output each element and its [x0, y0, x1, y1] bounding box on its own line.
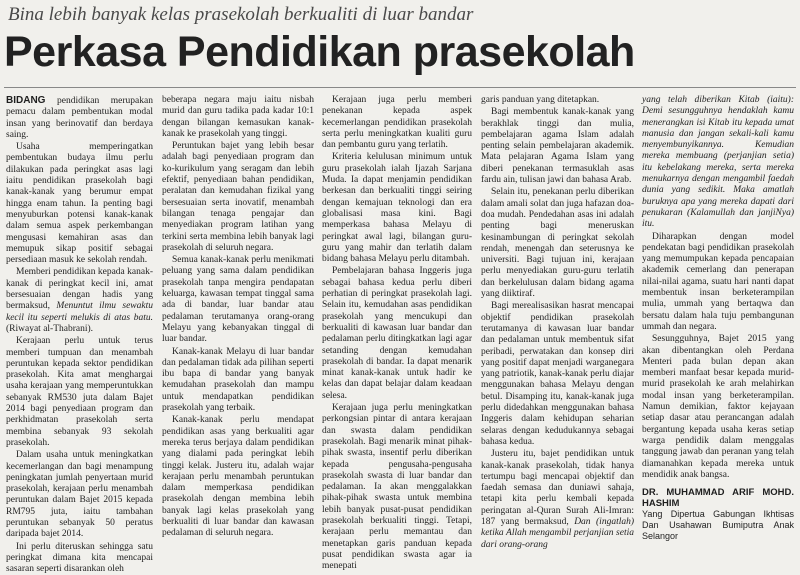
article-headline: Perkasa Pendidikan prasekolah: [4, 28, 635, 76]
hadith-quote: Menuntut ilmu sewaktu kecil itu seperti melukis di atas batu.: [6, 301, 153, 323]
article-column-1: [6, 95, 153, 575]
paragraph: Bagi merealisasikan hasrat mencapai objektif pendidikan prasekolah terutamanya di kawasan luar bandar dan pedalaman untuk membentuk sifat peribadi, perwatakan dan konsep diri yang positif dapat menjadi warganegara yang patriotik, kanak-kanak perlu diajar menggunakan bahasa Melayu dengan betul. Disamping itu, kanak-kanak juga perlu didedahkan menggunakan bahasa Inggeris dalam kehidupan seharian selaras dengan kedudukannya sebagai bahasa kedua.: [481, 301, 634, 447]
article-column-3: [322, 95, 472, 572]
paragraph: Peruntukan bajet yang lebih besar adalah bagi penyediaan program dan ko-kurikulum yang seragam dan lebih efektif, penyediaan bahan pendidikan, peralatan dan kemudahan fizikal yang bersesuaian serta inovatif, menambah bilangan tenaga pengajar dan menyediakan program latihan yang terkini serta membina lebih banyak lagi prasekolah di seluruh negara.: [162, 141, 314, 253]
paragraph: Kanak-kanak Melayu di luar bandar dan pedalaman tidak ada pilihan seperti ibu bapa di bandar yang banyak kemudahan prasekolah dan mampu untuk mendapatkan pendidikan prasekolah yang terbaik.: [162, 346, 314, 414]
article-column-5: [642, 95, 794, 563]
lead-word: BIDANG: [6, 95, 46, 106]
paragraph: Bagi membentuk kanak-kanak yang berakhlak tinggi dan mulia, pembelajaran agama Islam adalah penting selain pembelajaran akademik. Mata pelajaran Agama Islam yang diberi penekanan termasuklah asas fardu ain, tulisan jawi dan bahasa Arab.: [481, 107, 634, 186]
paragraph: Diharapkan dengan model pendekatan bagi pendidikan prasekolah yang memumpukan kepada pencapaian akademik cemerlang dan penerapan nilai-nilai agama, suatu hari nanti dapat membentuk insan berketerampilan mulia, ummah yang bertaqwa dan bersatu dalam hala tuju pembangunan ummah dan negara.: [642, 231, 794, 332]
paragraph: Kerajaan perlu untuk terus memberi tumpuan dan menambah peruntukan kepada sektor pendidikan prasekolah. Kita amat menghargai usaha kerajaan yang memperuntukkan sebanyak RM530 juta dalam Bajet 2014 bagi penyediaan program dan perkhidmatan prasekolah serta membina sebanyak 93 sekolah prasekolah.: [6, 336, 153, 448]
author-name: DR. MUHAMMAD ARIF MOHD. HASHIM: [642, 487, 794, 510]
paragraph: Dalam usaha untuk meningkatkan kecemerlangan dan bagi menampung peningkatan jumlah penyertaan murid prasekolah, kerajaan perlu menambah peruntukan dalam Bajet 2015 kepada RM795 juta, iaitu tambahan peruntukan sebanyak 50 peratus daripada bajet 2014.: [6, 450, 153, 540]
headline-divider: [4, 87, 796, 88]
paragraph: Pembelajaran bahasa Inggeris juga sebagai bahasa kedua perlu diberi perhatian di peringkat prasekolah lagi. Selain itu, kemudahan asas pendidikan prasekolah yang mencukupi dan berkualiti di kawasan luar bandar dan pedalaman perlu ditingkatkan lagi agar setanding dengan kemudahan prasekolah di bandar. Ia dapat menarik minat kanak-kanak untuk hadir ke kelas dan dapat belajar dalam keadaan selesa.: [322, 266, 472, 401]
quran-quote: Dan (ingatlah) ketika Allah mengambil perjanjian setia dari orang-orang: [481, 516, 635, 550]
paragraph: Kerajaan juga perlu memberi penekanan kepada aspek kecemerlangan pendidikan prasekolah serta perlu meningkatkan kualiti guru dan pembantu guru yang terlatih.: [322, 95, 472, 151]
paragraph: pendidikan merupakan pemacu dalam pembentukan modal insan yang berinovatif dan berdaya saing.: [6, 96, 153, 140]
article-column-2: [162, 95, 314, 563]
paragraph: Memberi pendidikan kepada kanak-kanak di peringkat kecil ini, amat bersesuaian dengan hadis yang bermaksud,: [6, 267, 153, 312]
paragraph: Kanak-kanak perlu mendapat pendidikan asas yang berkualiti agar mereka terus berjaya dalam pendidikan yang dialami pada peringkat lebih tinggi kelak. Justeru itu, adalah wajar kerajaan perlu menambah peruntukan dalam memperkasa pendidikan prasekolah dengan membina lebih banyak lagi kelas prasekolah yang berkualiti di luar bandar dan kawasan pedalaman di seluruh negara.: [162, 415, 314, 539]
paragraph: Selain itu, penekanan perlu diberikan dalam amali solat dan juga hafazan doa-doa mudah. Pendedahan asas ini adalah penting bagi meneruskan kesinambungan di peringkat sekolah rendah, menengah dan seterusnya ke universiti. Bagi tujuan ini, kerajaan perlu menyediakan guru-guru terlatih dan berkelulusan dalam bidang agama yang diiktiraf.: [481, 187, 634, 300]
author-role: Yang Dipertua Gabungan Ikhtisas Dan Usahawan Bumiputra Anak Selangor: [642, 509, 794, 542]
paragraph: Kriteria kelulusan minimum untuk guru prasekolah ialah Ijazah Sarjana Muda. Ia dapat menjamin pendidikan berkesan dan berkualiti tinggi seiring dengan kemajuan teknologi dan era globalisasi masa kini. Bagi memperkasa bahasa Melayu di peringkat awal lagi, bilangan guru-guru yang mahir dan terlatih dalam bidang bahasa Melayu perlu ditambah.: [322, 152, 472, 265]
article-kicker: Bina lebih banyak kelas prasekolah berkualiti di luar bandar: [8, 4, 474, 25]
paragraph: Usaha memperingatkan pembentukan budaya ilmu perlu dilakukan pada peringkat asas lagi iaitu pendidikan prasekolah bagi kanak-kanak yang berumur empat hingga enam tahun. Ia penting bagi menyuburkan potensi kanak-kanak dalam semua aspek perkembangan mengusasi kemahiran asas dan memupuk sikap positif sebagai persediaan masuk ke sekolah rendah.: [6, 142, 153, 266]
paragraph: beberapa negara maju iaitu nisbah murid dan guru tadika pada kadar 10:1 dengan bilangan kemasukan kanak-kanak ke prasekolah yang tinggi.: [162, 95, 314, 139]
quran-quote-continued: yang telah diberikan Kitab (iaitu): Demi sesungguhnya hendaklah kamu menerangkan isi Kitab itu kepada umat manusia dan jangan sekali-kali kamu menyembunyikannya. Kemudian mereka membuang (perjanjian setia) itu kebelakang mereka, serta mereka menukarnya dengan mengambil faedah dunia yang sedikit. Maka amatlah buruknya apa yang mereka dapati dari penukaran (Kalamullah dan janjiNya) itu.: [642, 95, 794, 230]
article-column-4: [481, 95, 634, 563]
paragraph: Sesungguhnya, Bajet 2015 yang akan dibentangkan oleh Perdana Menteri pada bulan depan akan memberi manfaat besar kepada murid-murid prasekolah ke arah melahirkan modal insan yang berketerampilan. Namun demikian, faktor kejayaan setiap dasar atau perancangan adalah bergantung kepada usaha keras setiap warga pendidik dalam menggalas tanggung jawab dan peranan yang telah diamanahkan kepada mereka untuk mendidik anak bangsa.: [642, 334, 794, 480]
paragraph: Semua kanak-kanak perlu menikmati peluang yang sama dalam pendidikan prasekolah tanpa mengira pendapatan keluarga, kawasan tempat tinggal sama ada di bandar, luar bandar atau pedalaman terutamanya orang-orang Melayu yang kebanyakan tinggal di luar bandar.: [162, 255, 314, 345]
paragraph: Kerajaan juga perlu meningkatkan perkongsian pintar di antara kerajaan dan swasta dalam pendidikan prasekolah. Bagi menarik minat pihak-pihak swasta, insentif perlu diberikan kepada pengusaha-pengusaha prasekolah swasta di luar bandar dan pedalaman. Ia akan menggalakkan pihak-pihak swasta untuk membina lebih banyak pusat-pusat pendidikan prasekolah berkualiti tinggi. Tetapi, kerajaan perlu memantau dan menetapkan garis panduan kepada pusat pendidikan swasta agar ia menepati: [322, 403, 472, 572]
paragraph: Justeru itu, bajet pendidikan untuk kanak-kanak prasekolah, tidak hanya tertumpu bagi mencapai objektif dan faedah semasa dan duniawi sahaja, tetapi kita perlu kembali kepada peringatan al-Quran Surah Ali-Imran: 187 yang bermaksud,: [481, 449, 634, 527]
hadith-source: (Riwayat al-Thabrani).: [6, 323, 94, 334]
paragraph: Ini perlu diteruskan sehingga satu peringkat dimana kita mencapai sasaran seperti disarankan oleh: [6, 541, 153, 575]
paragraph: garis panduan yang ditetapkan.: [481, 95, 600, 105]
